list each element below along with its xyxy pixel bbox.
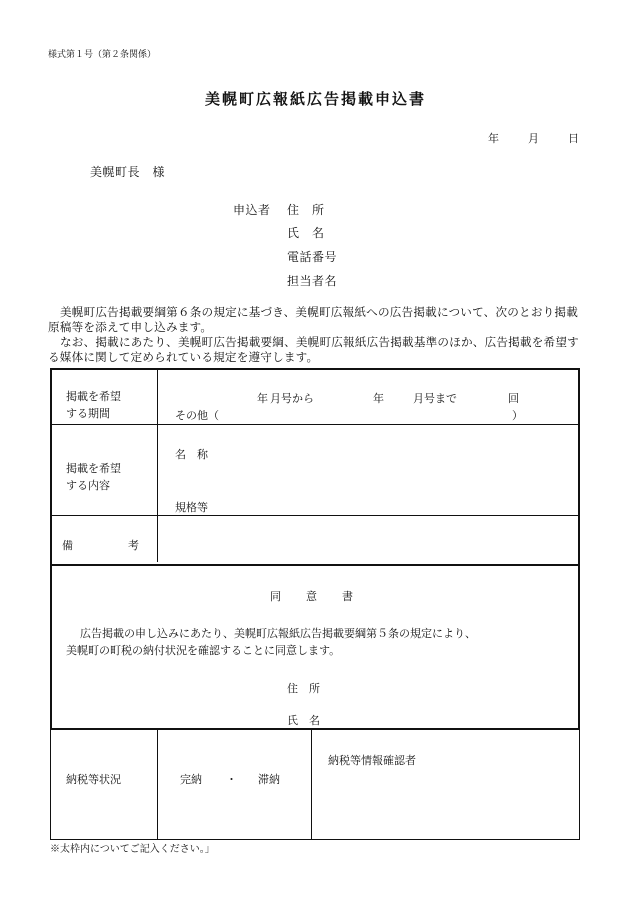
- tax-column-divider: [157, 729, 158, 839]
- date-month-label: 月: [528, 132, 539, 145]
- consent-text-line-1: 広告掲載の申し込みにあたり、美幌町広報紙広告掲載要綱第５条の規定により、: [80, 627, 476, 640]
- remarks-label-1: 備: [62, 539, 73, 552]
- content-label-line-1: 掲載を希望: [66, 462, 121, 475]
- tax-status-table: [50, 728, 580, 840]
- applicant-contact-label: 担当者名: [287, 274, 338, 288]
- period-other-open: その他（: [175, 409, 219, 422]
- tax-status-label: 納税等状況: [66, 773, 121, 786]
- tax-paid-label: 完納: [180, 773, 202, 786]
- form-number: 様式第１号（第２条関係）: [48, 50, 157, 60]
- applicant-phone-label: 電話番号: [287, 250, 338, 264]
- remarks-label-2: 考: [128, 539, 139, 552]
- period-from-month: 月号から: [270, 392, 314, 405]
- period-from-year: 年: [257, 392, 268, 405]
- tax-confirmer-label: 納税等情報確認者: [328, 754, 416, 767]
- period-times: 回: [508, 392, 519, 405]
- period-to-month: 月号まで: [413, 392, 457, 405]
- content-label-line-2: する内容: [66, 479, 110, 492]
- date-year-label: 年: [488, 132, 499, 145]
- applicant-name-label: 氏 名: [287, 226, 325, 240]
- tax-unpaid-label: 滞納: [258, 773, 280, 786]
- period-other-close: ）: [512, 409, 523, 422]
- table-column-divider: [157, 370, 158, 562]
- table-row-divider: [52, 515, 578, 516]
- consent-text-line-2: 美幌町の町税の納付状況を確認することに同意します。: [66, 644, 341, 657]
- period-label-line-1: 掲載を希望: [66, 390, 121, 403]
- applicant-label: 申込者: [233, 203, 271, 217]
- period-to-year: 年: [373, 392, 384, 405]
- addressee: 美幌町長 様: [90, 165, 166, 179]
- intro-paragraph-2: なお、掲載にあたり、美幌町広告掲載要綱、美幌町広報紙広告掲載基準のほか、広告掲載を希望する媒体に関して定められている規定を遵守します。: [48, 335, 579, 364]
- intro-paragraph-1: 美幌町広告掲載要綱第６条の規定に基づき、美幌町広報紙への広告掲載について、次のとおり掲載原稿等を添えて申し込みます。: [48, 305, 579, 334]
- consent-title: 同 意 書: [270, 590, 354, 603]
- consent-address-label: 住 所: [287, 682, 320, 695]
- period-label-line-2: する期間: [66, 407, 110, 420]
- content-name-label: 名 称: [175, 448, 208, 461]
- table-row-divider: [52, 424, 578, 425]
- consent-name-label: 氏 名: [287, 714, 320, 727]
- tax-separator: ・: [226, 773, 237, 786]
- applicant-address-label: 住 所: [287, 203, 325, 217]
- footnote: ※太枠内についてご記入ください。」: [50, 844, 215, 855]
- content-spec-label: 規格等: [175, 501, 208, 514]
- document-title: 美幌町広報紙広告掲載申込書: [205, 90, 427, 108]
- date-day-label: 日: [568, 132, 579, 145]
- tax-column-divider: [311, 729, 312, 839]
